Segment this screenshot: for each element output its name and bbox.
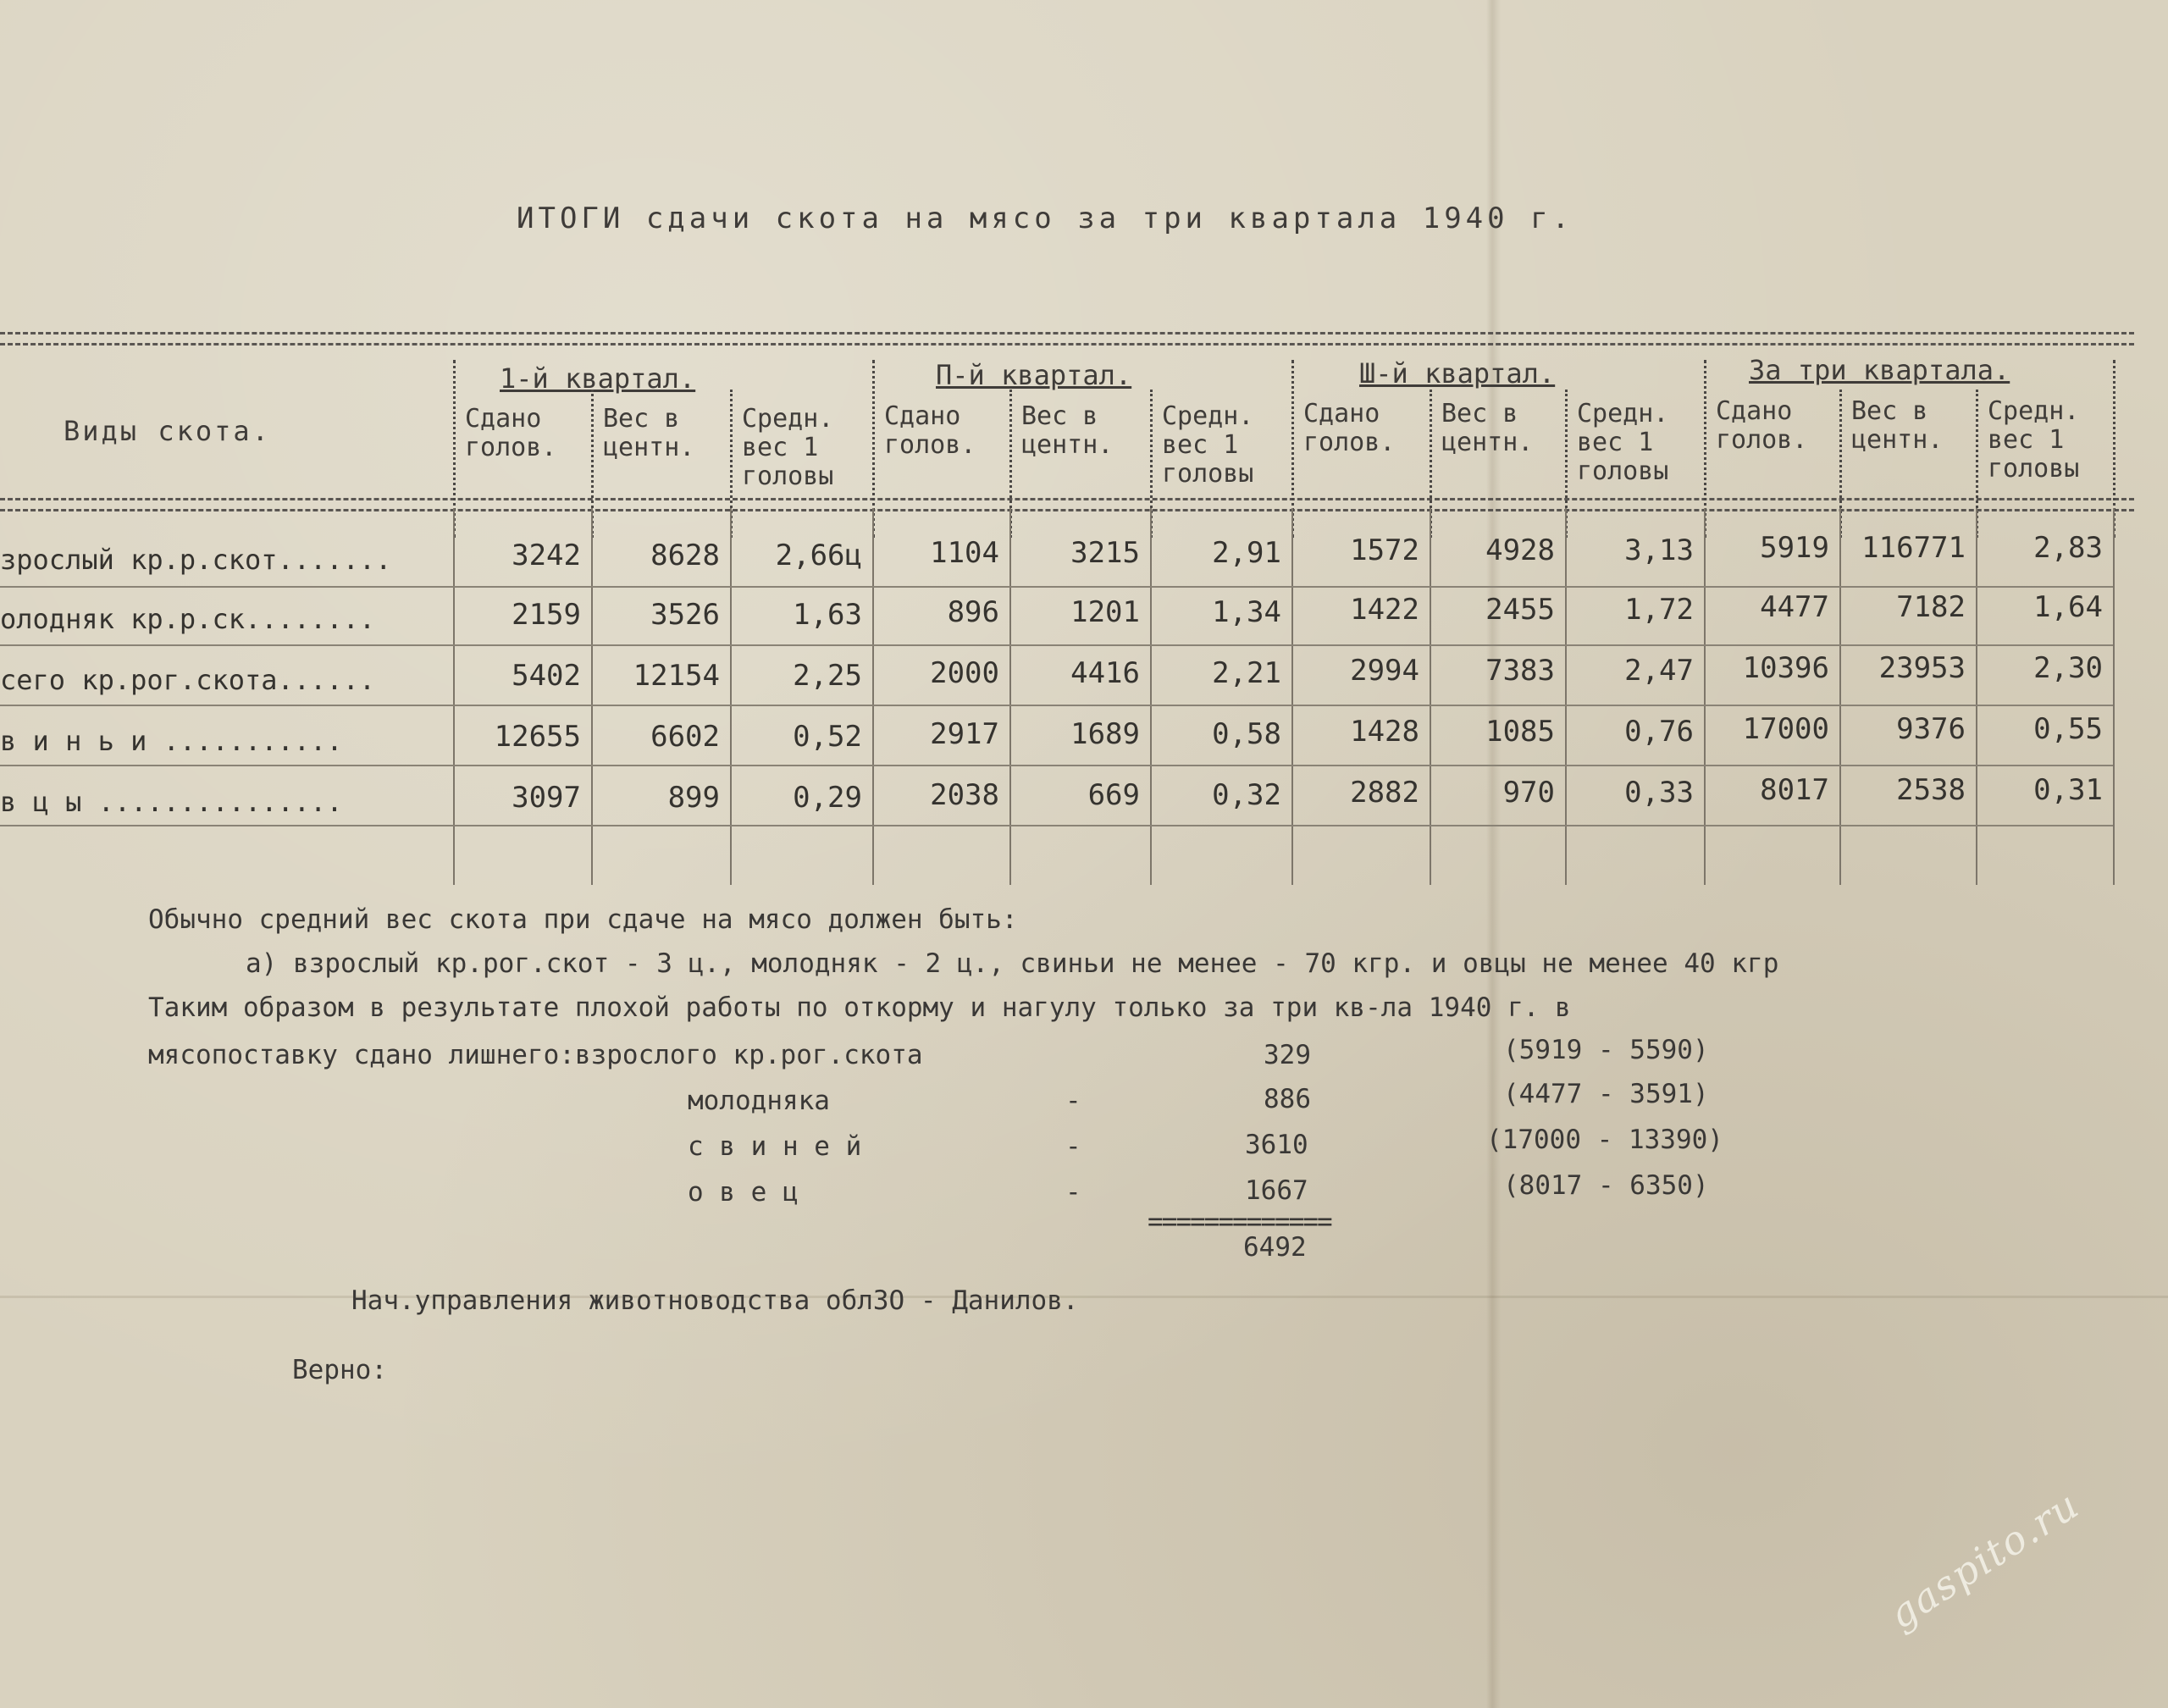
table-cell: 2038 <box>930 778 999 812</box>
excess-dash: - <box>1065 1177 1081 1208</box>
table-cell: 3242 <box>512 539 581 572</box>
table-cell: 1428 <box>1350 715 1419 749</box>
table-cell: 3215 <box>1070 536 1140 570</box>
excess-dash: - <box>1065 1086 1081 1116</box>
column-line <box>2113 508 2115 885</box>
excess-total: 6492 <box>1243 1232 1307 1263</box>
table-cell: 0,55 <box>2033 712 2103 746</box>
column-subheader: Вес в центн. <box>1021 401 1114 460</box>
table-cell: 2882 <box>1350 776 1419 810</box>
excess-label: о в е ц <box>688 1177 799 1208</box>
excess-label: молодняка <box>688 1086 830 1116</box>
table-cell: 17000 <box>1742 712 1829 746</box>
table-cell: 0,58 <box>1212 717 1281 751</box>
verification-label: Верно: <box>292 1355 387 1385</box>
column-subheader: Сдано голов. <box>465 404 557 462</box>
table-cell: 1201 <box>1070 595 1140 629</box>
table-cell: 4477 <box>1760 590 1829 624</box>
group-header-q3: Ш-й квартал. <box>1359 357 1556 390</box>
table-cell: 12154 <box>633 659 720 693</box>
column-subheader: Сдано голов. <box>1303 399 1396 457</box>
table-cell: 12655 <box>494 720 581 754</box>
signature-line: Нач.управления животноводства облЗО - Данилов. <box>351 1285 1079 1316</box>
column-subheader: Средн. вес 1 головы <box>1162 401 1254 489</box>
excess-calc: (5919 - 5590) <box>1503 1035 1709 1065</box>
table-cell: 7383 <box>1485 654 1555 688</box>
row-line <box>0 644 2113 646</box>
table-cell: 2,25 <box>793 659 862 693</box>
table-cell: 4928 <box>1485 533 1555 567</box>
table-cell: 970 <box>1502 776 1555 810</box>
excess-label: с в и н е й <box>688 1131 862 1162</box>
table-cell: 5402 <box>512 659 581 693</box>
group-header-total: За три квартала. <box>1749 354 2010 386</box>
total-rule: ============= <box>1148 1207 1331 1237</box>
table-cell: 2917 <box>930 717 999 751</box>
table-cell: 2994 <box>1350 654 1419 688</box>
group-header-q2: П-й квартал. <box>936 359 1132 391</box>
table-cell: 2,47 <box>1624 654 1694 688</box>
table-cell: 669 <box>1087 778 1140 812</box>
table-top-rule <box>0 332 2134 345</box>
table-cell: 2455 <box>1485 593 1555 627</box>
excess-value: 3610 <box>1245 1130 1308 1160</box>
group-header-q1: 1-й квартал. <box>500 362 696 395</box>
table-cell: 1572 <box>1350 533 1419 567</box>
table-cell: 0,29 <box>793 781 862 815</box>
row-label: сего кр.рог.скота...... <box>0 664 376 696</box>
table-cell: 0,52 <box>793 720 862 754</box>
row-label: олодняк кр.р.ск........ <box>0 603 376 635</box>
table-cell: 899 <box>667 781 720 815</box>
note-line-2: а) взрослый кр.рог.скот - 3 ц., молодняк - 2 ц., свиньи не менее - 70 кгр. и овцы не менее 40 кгр <box>246 948 1779 979</box>
table-cell: 116771 <box>1861 531 1966 565</box>
excess-calc: (4477 - 3591) <box>1503 1079 1709 1109</box>
table-cell: 3097 <box>512 781 581 815</box>
table-cell: 5919 <box>1760 531 1829 565</box>
row-line <box>0 705 2113 706</box>
table-cell: 2,66ц <box>775 539 862 572</box>
excess-calc: (17000 - 13390) <box>1486 1125 1723 1155</box>
table-cell: 4416 <box>1070 656 1140 690</box>
table-cell: 1104 <box>930 536 999 570</box>
row-label: в и н ь и ........... <box>0 725 343 757</box>
document-title: ИТОГИ сдачи скота на мясо за три квартала 1940 г. <box>517 202 1574 235</box>
table-cell: 1,64 <box>2033 590 2103 624</box>
table-cell: 1,72 <box>1624 593 1694 627</box>
table-cell: 10396 <box>1742 651 1829 685</box>
table-cell: 8628 <box>650 539 720 572</box>
column-subheader: Вес в центн. <box>603 404 695 462</box>
watermark: gaspito.ru <box>1880 1481 2088 1638</box>
table-cell: 9376 <box>1896 712 1966 746</box>
row-head-label: Виды скота. <box>64 415 271 447</box>
table-cell: 1085 <box>1485 715 1555 749</box>
excess-value: 329 <box>1264 1040 1311 1070</box>
table-cell: 2538 <box>1896 773 1966 807</box>
excess-dash: - <box>1065 1131 1081 1162</box>
table-cell: 0,31 <box>2033 773 2103 807</box>
table-cell: 1422 <box>1350 593 1419 627</box>
table-cell: 0,33 <box>1624 776 1694 810</box>
column-subheader: Сдано голов. <box>1716 396 1808 455</box>
column-subheader: Средн. вес 1 головы <box>1988 396 2080 484</box>
table-cell: 2,21 <box>1212 656 1281 690</box>
paper-fold <box>0 1296 2168 1298</box>
column-subheader: Сдано голов. <box>884 401 976 460</box>
table-cell: 6602 <box>650 720 720 754</box>
table-cell: 2000 <box>930 656 999 690</box>
table-cell: 3,13 <box>1624 533 1694 567</box>
column-subheader: Вес в центн. <box>1851 396 1944 455</box>
table-cell: 7182 <box>1896 590 1966 624</box>
table-cell: 1,34 <box>1212 595 1281 629</box>
excess-calc: (8017 - 6350) <box>1503 1170 1709 1201</box>
row-line <box>0 765 2113 766</box>
row-line <box>0 825 2113 826</box>
table-cell: 23953 <box>1878 651 1966 685</box>
row-line <box>0 586 2113 588</box>
excess-value: 1667 <box>1245 1175 1308 1206</box>
table-cell: 2,30 <box>2033 651 2103 685</box>
table-cell: 1,63 <box>793 598 862 632</box>
column-subheader: Вес в центн. <box>1441 399 1534 457</box>
column-subheader: Средн. вес 1 головы <box>1577 399 1669 486</box>
table-cell: 2159 <box>512 598 581 632</box>
table-cell: 2,91 <box>1212 536 1281 570</box>
note-line-3: Таким образом в результате плохой работы по откорму и нагулу только за три кв-ла 1940 г. в <box>148 992 1571 1023</box>
note-line-1: Обычно средний вес скота при сдаче на мясо должен быть: <box>148 904 1018 935</box>
note-line-4: мясопоставку сдано лишнего:взрослого кр.рог.скота <box>148 1040 923 1070</box>
table-cell: 896 <box>947 595 999 629</box>
row-label: в ц ы ............... <box>0 786 343 818</box>
column-subheader: Средн. вес 1 головы <box>742 404 834 491</box>
table-cell: 1689 <box>1070 717 1140 751</box>
header-bottom-rule <box>0 498 2134 511</box>
row-label: зрослый кр.р.скот....... <box>0 544 392 576</box>
excess-value: 886 <box>1264 1084 1311 1114</box>
table-cell: 3526 <box>650 598 720 632</box>
table-cell: 0,32 <box>1212 778 1281 812</box>
table-cell: 0,76 <box>1624 715 1694 749</box>
table-cell: 2,83 <box>2033 531 2103 565</box>
table-cell: 8017 <box>1760 773 1829 807</box>
